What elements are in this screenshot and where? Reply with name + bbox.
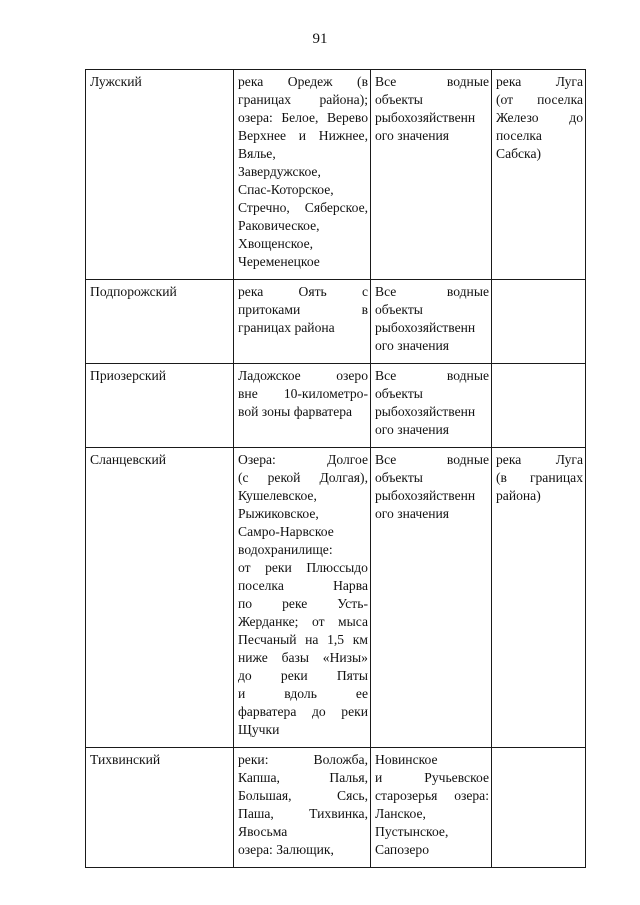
cell-text-line: река Луга	[496, 74, 583, 89]
cell-text-line: Все водные	[375, 284, 489, 299]
cell-text-line: рыбохозяйственн	[375, 110, 476, 125]
category-cell	[371, 70, 492, 280]
cell-text-line: (в границах	[496, 470, 583, 485]
table-row	[86, 280, 586, 364]
cell-text-line: Явосьма	[238, 824, 288, 839]
cell-text-line: Кушелевское,	[238, 488, 317, 503]
cell-text-line: Пустынское,	[375, 824, 449, 839]
note-cell	[492, 364, 586, 448]
water-object-cell	[234, 748, 371, 868]
cell-text-line: Вялье,	[238, 146, 276, 161]
cell-text-line: и вдоль ее	[238, 686, 368, 701]
cell-text-line: Озера: Долгое	[238, 452, 368, 467]
cell-text-line: рыбохозяйственн	[375, 404, 476, 419]
note-cell	[492, 280, 586, 364]
cell-text-line: озера: Белое, Верево	[238, 110, 368, 125]
cell-text-line: ниже базы «Низы»	[238, 650, 368, 665]
cell-text-line: рыбохозяйственн	[375, 488, 476, 503]
note-cell	[492, 70, 586, 280]
cell-text-line: поселка Нарва	[238, 578, 368, 593]
cell-text-line: границах района	[238, 320, 335, 335]
cell-text-line: Ладожское озеро	[238, 368, 368, 383]
cell-text-line: объекты	[375, 302, 423, 317]
cell-text-line: ого значения	[375, 128, 450, 143]
cell-text-line: (от поселка	[496, 92, 583, 107]
district-cell	[86, 280, 234, 364]
water-object-cell	[234, 364, 371, 448]
district-name: Приозерский	[90, 368, 167, 383]
cell-text-line: района)	[496, 488, 541, 503]
cell-text-line: ого значения	[375, 338, 450, 353]
cell-text-line: ого значения	[375, 422, 450, 437]
cell-text-line: фарватера до реки	[238, 704, 368, 719]
cell-text-line: объекты	[375, 92, 423, 107]
cell-text-line: Новинское	[375, 752, 438, 767]
table-row	[86, 70, 586, 280]
district-cell	[86, 364, 234, 448]
cell-text-line: водохранилище:	[238, 542, 333, 557]
table-row	[86, 448, 586, 748]
cell-text-line: ого значения	[375, 506, 450, 521]
cell-text-line: Все водные	[375, 452, 489, 467]
water-object-cell	[234, 280, 371, 364]
cell-text-line: Череменецкое	[238, 254, 320, 269]
cell-text-line: поселка	[496, 128, 542, 143]
cell-text-line: (с рекой Долгая),	[238, 470, 368, 485]
cell-text-line: от реки Плюссыдо	[238, 560, 368, 575]
cell-text-line: Сабска)	[496, 146, 542, 161]
district-name: Лужский	[90, 74, 142, 89]
cell-text-line: объекты	[375, 386, 423, 401]
cell-text-line: река Оредеж (в	[238, 74, 368, 89]
water-object-cell	[234, 70, 371, 280]
cell-text-line: до реки Пяты	[238, 668, 368, 683]
cell-text-line: границах района);	[238, 92, 368, 107]
district-cell	[86, 70, 234, 280]
cell-text-line: река Оять с	[238, 284, 368, 299]
cell-text-line: Сапозеро	[375, 842, 429, 857]
category-cell	[371, 364, 492, 448]
water-object-cell	[234, 448, 371, 748]
table-body	[86, 70, 586, 868]
cell-text-line: Все водные	[375, 368, 489, 383]
cell-text-line: и Ручьевское	[375, 770, 489, 785]
cell-text-line: Хвощенское,	[238, 236, 314, 251]
cell-text-line: Раковическое,	[238, 218, 320, 233]
cell-text-line: рыбохозяйственн	[375, 320, 476, 335]
cell-text-line: Капша, Палья,	[238, 770, 368, 785]
cell-text-line: Самро-Нарвское	[238, 524, 334, 539]
cell-text-line: по реке Усть-	[238, 596, 368, 611]
district-name: Тихвинский	[90, 752, 161, 767]
cell-text-line: реки: Воложба,	[238, 752, 368, 767]
cell-text-line: Все водные	[375, 74, 489, 89]
cell-text-line: река Луга	[496, 452, 583, 467]
category-cell	[371, 748, 492, 868]
cell-text-line: Рыжиковское,	[238, 506, 319, 521]
cell-text-line: Щучки	[238, 722, 280, 737]
cell-text-line: объекты	[375, 470, 423, 485]
district-cell	[86, 448, 234, 748]
note-cell	[492, 748, 586, 868]
cell-text-line: Железо до	[496, 110, 583, 125]
cell-text-line: вой зоны фарватера	[238, 404, 353, 419]
cell-text-line: Паша, Тихвинка,	[238, 806, 368, 821]
district-cell	[86, 748, 234, 868]
cell-text-line: Верхнее и Нижнее,	[238, 128, 368, 143]
cell-text-line: Большая, Сясь,	[238, 788, 368, 803]
table-row	[86, 364, 586, 448]
cell-text-line: вне 10-километро-	[238, 386, 368, 401]
cell-text-line: Завердужское,	[238, 164, 321, 179]
fishing-waters-table	[85, 69, 586, 868]
cell-text-line: Жерданке; от мыса	[238, 614, 368, 629]
page-number: 91	[312, 31, 328, 47]
district-name: Подпорожский	[90, 284, 177, 299]
category-cell	[371, 280, 492, 364]
cell-text-line: притоками в	[238, 302, 368, 317]
note-cell	[492, 448, 586, 748]
category-cell	[371, 448, 492, 748]
cell-text-line: старозерья озера:	[375, 788, 489, 803]
cell-text-line: Ланское,	[375, 806, 426, 821]
cell-text-line: Песчаный на 1,5 км	[238, 632, 368, 647]
cell-text-line: озера: Залющик,	[238, 842, 334, 857]
table-row	[86, 748, 586, 868]
cell-text-line: Стречно, Сяберское,	[238, 200, 368, 215]
district-name: Сланцевский	[90, 452, 166, 467]
cell-text-line: Спас-Которское,	[238, 182, 334, 197]
